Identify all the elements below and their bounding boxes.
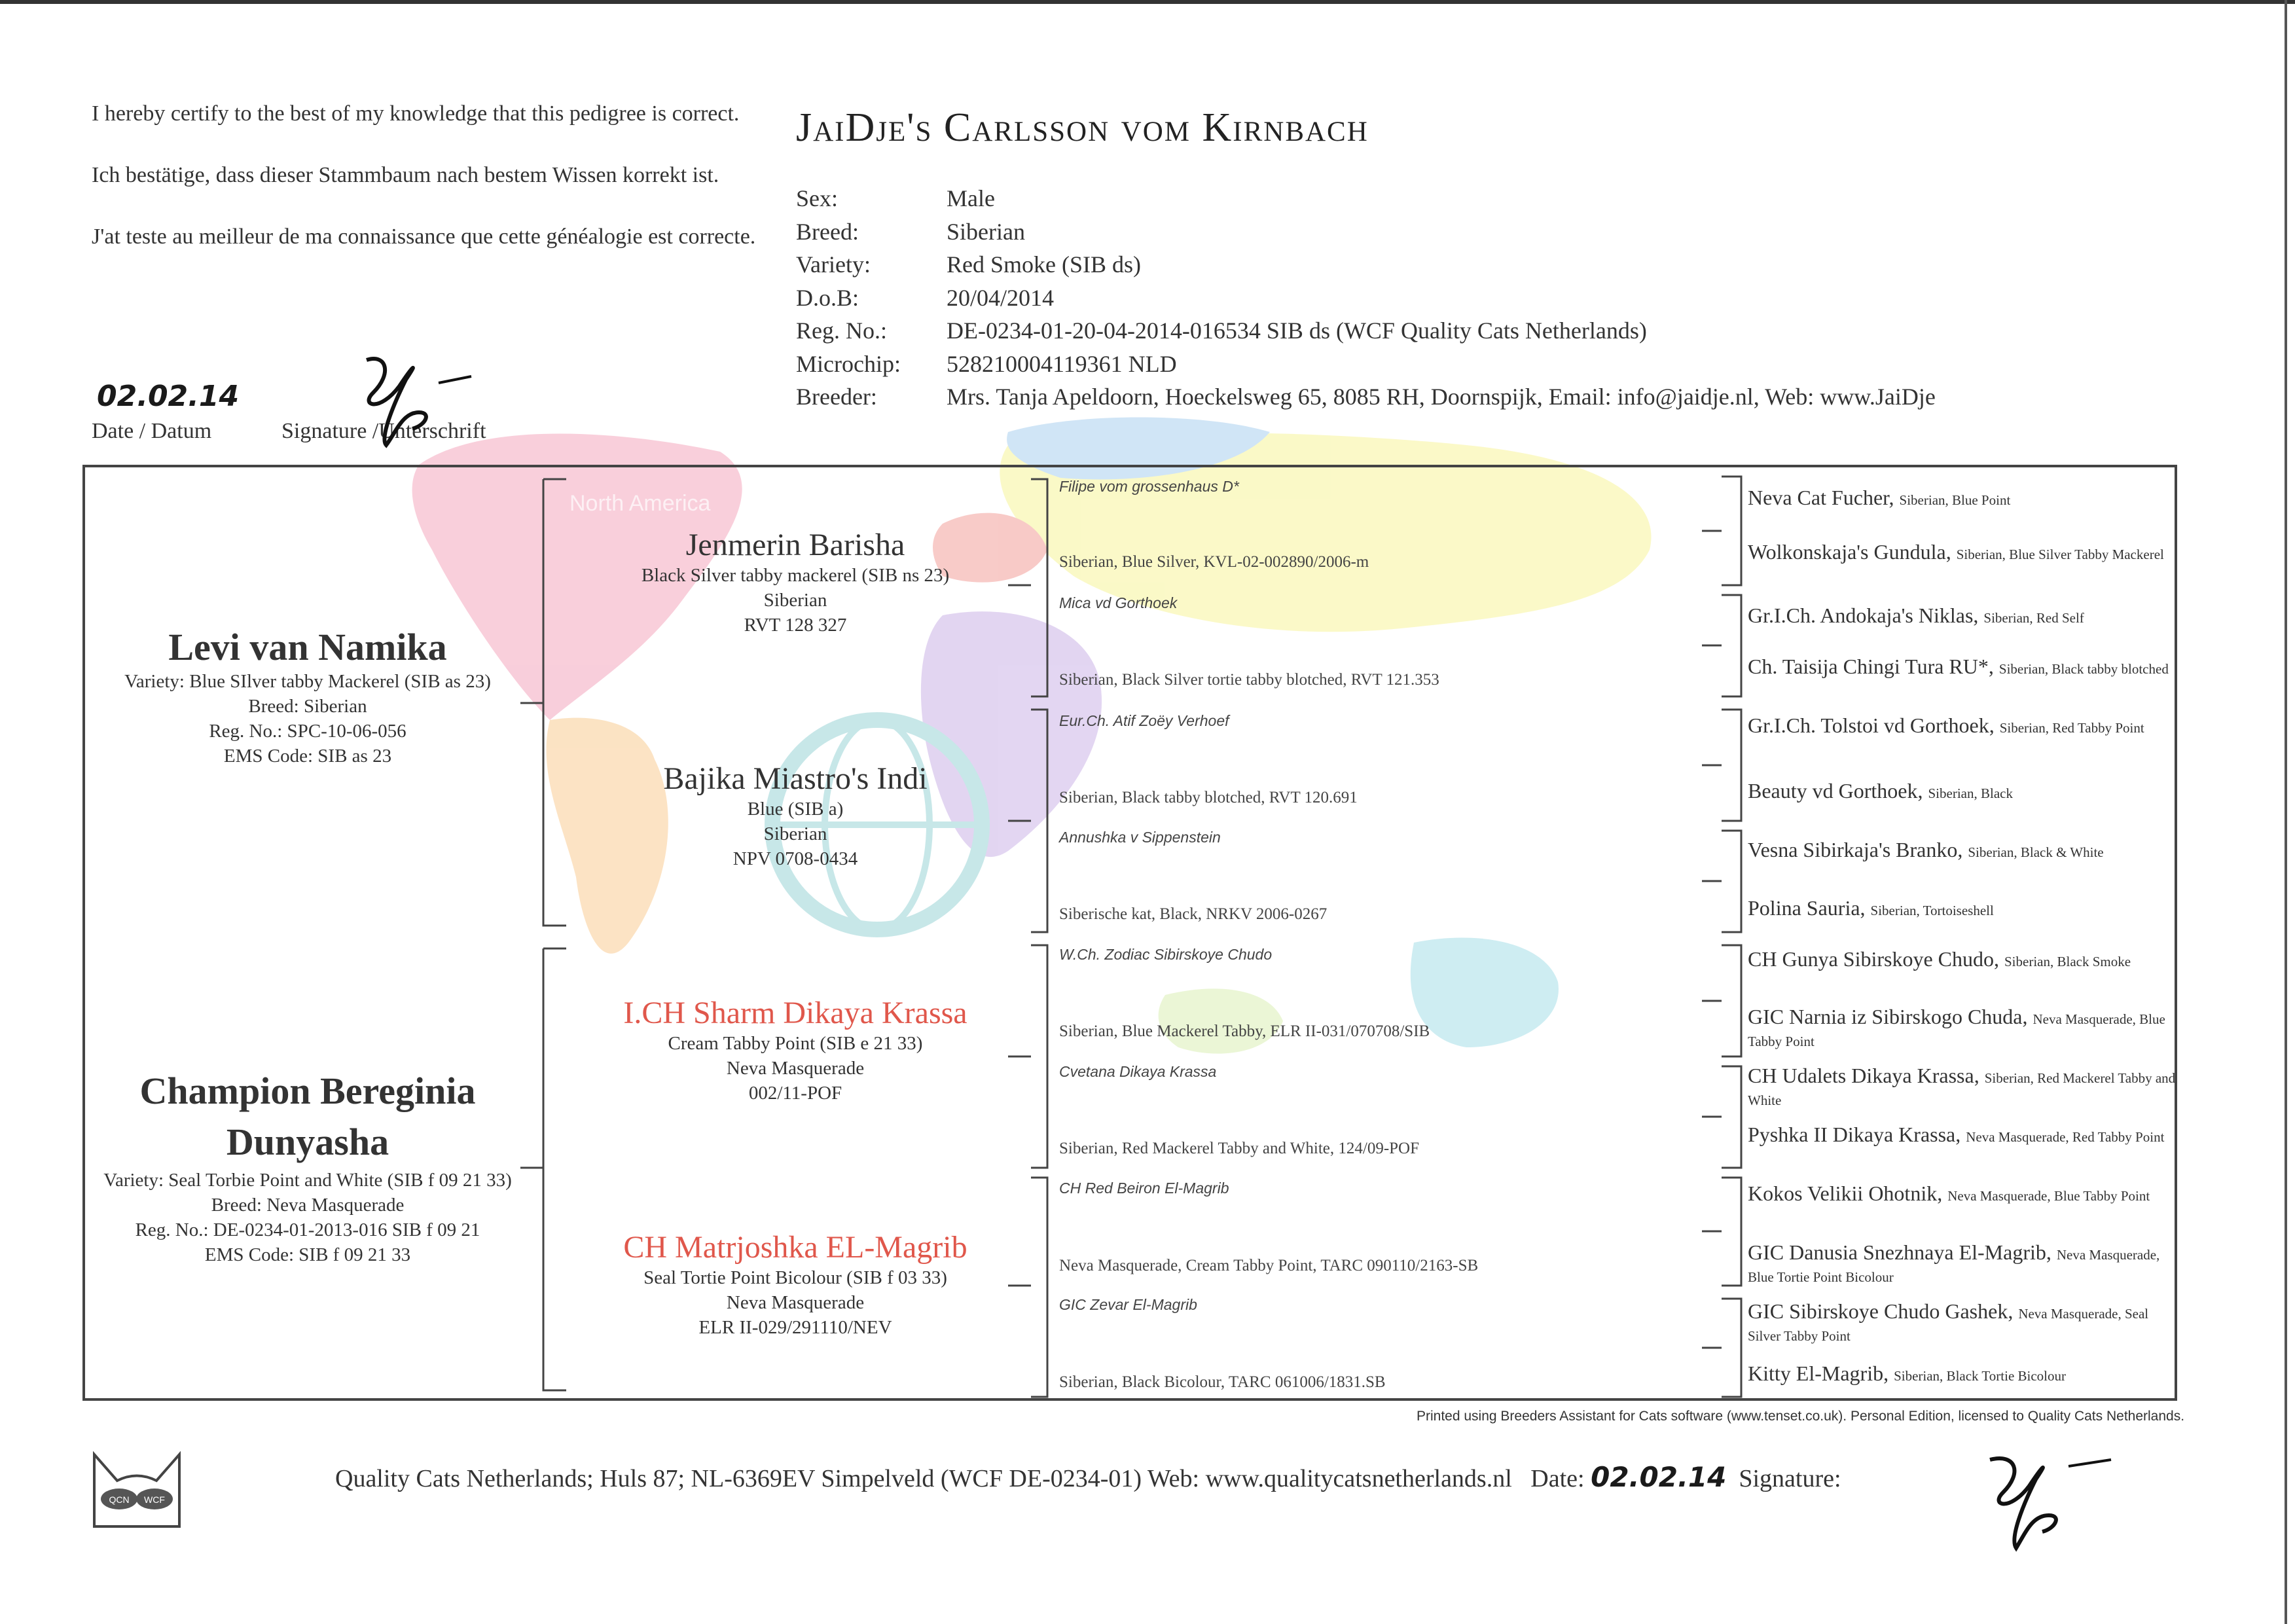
info-row-sex bbox=[796, 182, 1936, 215]
gen3-name-1: Mica vd Gorthoek bbox=[1059, 594, 1178, 611]
gen4-name: Beauty vd Gorthoek, bbox=[1748, 779, 1923, 803]
info-row-reg bbox=[796, 314, 1936, 348]
gen4-name: Pyshka II Dikaya Krassa, bbox=[1748, 1123, 1961, 1146]
dam-name-line2: Dunyasha bbox=[226, 1121, 389, 1163]
info-value: Red Smoke (SIB ds) bbox=[947, 251, 1141, 278]
sire-reg: Reg. No.: SPC-10-06-056 bbox=[209, 721, 407, 742]
gen3-desc-6: Neva Masquerade, Cream Tabby Point, TARC 090110/2163-SB bbox=[1059, 1257, 1479, 1274]
gen2-line3: ELR II-029/291110/NEV bbox=[698, 1317, 892, 1338]
logo-text-right: WCF bbox=[144, 1494, 165, 1505]
info-label: Variety: bbox=[796, 251, 871, 278]
gen4-name: Neva Cat Fucher, bbox=[1748, 486, 1894, 509]
gen2-line2: Siberian bbox=[763, 590, 827, 611]
gen3-desc-5: Siberian, Red Mackerel Tabby and White, 124/09-POF bbox=[1059, 1140, 1419, 1157]
gen4-name: Kokos Velikii Ohotnik, bbox=[1748, 1182, 1943, 1205]
gen4-desc: Siberian, Black Tortie Bicolour bbox=[1894, 1368, 2066, 1384]
info-value: 20/04/2014 bbox=[947, 284, 1055, 311]
gen3-desc-4: Siberian, Blue Mackerel Tabby, ELR II-031/070708/SIB bbox=[1059, 1022, 1430, 1040]
gen4-desc: Siberian, Red Mackerel Tabby and White bbox=[1748, 1070, 2176, 1108]
gen4-item-2 bbox=[1748, 605, 2180, 628]
gen4-name: Kitty El-Magrib, bbox=[1748, 1362, 1889, 1385]
gen2-line2: Neva Masquerade bbox=[726, 1292, 865, 1313]
sire-block bbox=[98, 625, 517, 768]
gen2-line3: NPV 0708-0434 bbox=[732, 848, 858, 869]
gen3-desc-0: Siberian, Blue Silver, KVL-02-002890/2006-m bbox=[1059, 553, 1369, 571]
info-row-variety bbox=[796, 248, 1936, 281]
cat-info bbox=[796, 182, 1936, 414]
footer-text: Quality Cats Netherlands; Huls 87; NL-6369EV Simpelveld (WCF DE-0234-01) Web: www.qualitycatsnetherlands.nl bbox=[335, 1465, 1512, 1492]
gen2-item-2 bbox=[576, 995, 1015, 1106]
footer-date-label: Date: bbox=[1530, 1465, 1585, 1492]
dam-variety: Variety: Seal Torbie Point and White (SIB f 09 21 33) bbox=[103, 1170, 512, 1191]
gen4-desc: Siberian, Red Tabby Point bbox=[1999, 720, 2144, 736]
gen4-item-15 bbox=[1748, 1363, 2180, 1386]
gen4-item-11 bbox=[1748, 1125, 2180, 1147]
gen4-desc: Siberian, Red Self bbox=[1983, 610, 2084, 626]
printed-note: Printed using Breeders Assistant for Cats software (www.tenset.co.uk). Personal Edition, licensed to Quality Cats Netherlands. bbox=[1417, 1409, 2185, 1424]
gen2-line1: Seal Tortie Point Bicolour (SIB f 03 33) bbox=[643, 1267, 947, 1288]
date-label: Date / Datum bbox=[92, 419, 212, 443]
dam-block bbox=[98, 1066, 517, 1267]
info-row-dob bbox=[796, 281, 1936, 315]
info-label: Breed: bbox=[796, 218, 859, 245]
gen4-name: GIC Danusia Snezhnaya El-Magrib, bbox=[1748, 1240, 2051, 1264]
gen3-name-6: CH Red Beiron El-Magrib bbox=[1059, 1180, 1229, 1197]
gen4-name: Polina Sauria, bbox=[1748, 896, 1866, 920]
dam-reg: Reg. No.: DE-0234-01-2013-016 SIB f 09 21 bbox=[135, 1219, 480, 1240]
gen4-desc: Siberian, Black Smoke bbox=[2004, 954, 2131, 969]
info-value: Mrs. Tanja Apeldoorn, Hoeckelsweg 65, 8085 RH, Doornspijk, Email: info@jaidje.nl, Web: www.JaiDje bbox=[947, 384, 1936, 410]
gen2-name: I.CH Sharm Dikaya Krassa bbox=[623, 996, 967, 1030]
info-value: 528210004119361 NLD bbox=[947, 350, 1177, 377]
gen2-line3: RVT 128 327 bbox=[744, 615, 847, 636]
sire-variety: Variety: Blue SIlver tabby Mackerel (SIB as 23) bbox=[124, 671, 491, 692]
gen3-desc-1: Siberian, Black Silver tortie tabby blotched, RVT 121.353 bbox=[1059, 671, 1439, 689]
info-label: D.o.B: bbox=[796, 284, 859, 311]
footer-date-value: 02.02.14 bbox=[1591, 1461, 1727, 1493]
gen2-name: Jenmerin Barisha bbox=[685, 528, 905, 562]
gen4-name: Gr.I.Ch. Andokaja's Niklas, bbox=[1748, 604, 1979, 627]
gen2-item-3 bbox=[576, 1229, 1015, 1340]
gen2-line2: Neva Masquerade bbox=[726, 1058, 865, 1079]
gen4-item-1 bbox=[1748, 542, 2180, 564]
gen3-name-0: Filipe vom grossenhaus D* bbox=[1059, 478, 1239, 495]
info-value: Siberian bbox=[947, 218, 1025, 245]
gen4-desc: Neva Masquerade, Blue Tabby Point bbox=[1748, 1011, 2165, 1049]
gen2-line2: Siberian bbox=[763, 823, 827, 844]
info-label: Breeder: bbox=[796, 384, 877, 410]
gen3-name-5: Cvetana Dikaya Krassa bbox=[1059, 1063, 1217, 1080]
gen3-name-3: Annushka v Sippenstein bbox=[1059, 829, 1221, 846]
cat-title: JaiDje's Carlsson vom Kirnbach bbox=[796, 105, 1369, 150]
gen4-desc: Siberian, Blue Point bbox=[1899, 492, 2011, 508]
gen4-item-10 bbox=[1748, 1066, 2180, 1110]
dam-name-line1: Champion Bereginia bbox=[139, 1070, 476, 1112]
cat-logo bbox=[81, 1435, 192, 1533]
gen2-line1: Cream Tabby Point (SIB e 21 33) bbox=[668, 1033, 923, 1054]
top-border bbox=[0, 0, 2295, 4]
gen4-name: Wolkonskaja's Gundula, bbox=[1748, 540, 1951, 564]
gen4-name: GIC Sibirskoye Chudo Gashek, bbox=[1748, 1299, 2014, 1323]
gen4-desc: Siberian, Black bbox=[1928, 785, 2013, 801]
signature-label: Signature /Unterschrift bbox=[281, 419, 486, 443]
info-value: Male bbox=[947, 185, 995, 211]
gen4-item-9 bbox=[1748, 1007, 2180, 1051]
info-label: Microchip: bbox=[796, 350, 901, 377]
gen4-name: Vesna Sibirkaja's Branko, bbox=[1748, 838, 1963, 861]
certification-block bbox=[92, 98, 786, 283]
dam-breed: Breed: Neva Masquerade bbox=[211, 1195, 405, 1216]
gen2-line1: Blue (SIB a) bbox=[747, 799, 844, 820]
info-label: Sex: bbox=[796, 185, 839, 211]
gen4-item-7 bbox=[1748, 898, 2180, 920]
gen4-item-4 bbox=[1748, 715, 2180, 738]
gen3-name-4: W.Ch. Zodiac Sibirskoye Chudo bbox=[1059, 946, 1273, 963]
gen4-desc: Siberian, Tortoiseshell bbox=[1870, 903, 1994, 918]
logo-text-left: QCN bbox=[109, 1494, 130, 1505]
gen4-desc: Neva Masquerade, Seal Silver Tabby Point bbox=[1748, 1306, 2149, 1344]
gen2-item-0 bbox=[576, 527, 1015, 638]
right-border bbox=[2285, 0, 2287, 1624]
sire-ems: EMS Code: SIB as 23 bbox=[223, 746, 392, 767]
gen4-item-5 bbox=[1748, 781, 2180, 803]
gen2-item-1 bbox=[576, 761, 1015, 871]
gen3-name-2: Eur.Ch. Atif Zoëy Verhoef bbox=[1059, 712, 1229, 729]
footer-signature-label: Signature: bbox=[1739, 1465, 1841, 1492]
gen3-desc-3: Siberische kat, Black, NRKV 2006-0267 bbox=[1059, 905, 1328, 923]
info-label: Reg. No.: bbox=[796, 317, 887, 344]
gen4-desc: Siberian, Blue Silver Tabby Mackerel bbox=[1956, 547, 2164, 562]
certification-en: I hereby certify to the best of my knowledge that this pedigree is correct. bbox=[92, 101, 740, 126]
gen4-item-13 bbox=[1748, 1242, 2180, 1287]
gen3-name-7: GIC Zevar El-Magrib bbox=[1059, 1296, 1197, 1313]
gen4-name: Gr.I.Ch. Tolstoi vd Gorthoek, bbox=[1748, 713, 1995, 737]
gen4-desc: Neva Masquerade, Blue Tabby Point bbox=[1947, 1188, 2150, 1204]
map-label-north-america: North America bbox=[569, 491, 711, 516]
gen4-name: Ch. Taisija Chingi Tura RU*, bbox=[1748, 655, 1994, 678]
footer bbox=[335, 1461, 1841, 1493]
signature-scribble-bottom bbox=[1964, 1440, 2121, 1558]
gen4-desc: Neva Masquerade, Blue Tortie Point Bicolour bbox=[1748, 1247, 2160, 1285]
gen4-name: CH Udalets Dikaya Krassa, bbox=[1748, 1064, 1979, 1087]
sire-name: Levi van Namika bbox=[168, 626, 447, 668]
gen4-name: CH Gunya Sibirskoye Chudo, bbox=[1748, 947, 1999, 971]
info-value: DE-0234-01-20-04-2014-016534 SIB ds (WCF Quality Cats Netherlands) bbox=[947, 317, 1647, 344]
info-row-breed bbox=[796, 215, 1936, 249]
gen2-line3: 002/11-POF bbox=[748, 1083, 842, 1104]
gen2-name: Bajika Miastro's Indi bbox=[663, 761, 928, 796]
certification-fr: J'at teste au meilleur de ma connaissance que cette généalogie est correcte. bbox=[92, 225, 756, 249]
handwritten-date: 02.02.14 bbox=[97, 380, 240, 413]
gen4-name: GIC Narnia iz Sibirskogo Chuda, bbox=[1748, 1005, 2028, 1028]
gen3-desc-2: Siberian, Black tabby blotched, RVT 120.691 bbox=[1059, 789, 1358, 806]
gen4-desc: Neva Masquerade, Red Tabby Point bbox=[1966, 1129, 2165, 1145]
gen4-item-12 bbox=[1748, 1183, 2180, 1206]
certification-de: Ich bestätige, dass dieser Stammbaum nach bestem Wissen korrekt ist. bbox=[92, 163, 719, 187]
gen4-item-8 bbox=[1748, 949, 2180, 971]
gen4-item-0 bbox=[1748, 488, 2180, 510]
sire-breed: Breed: Siberian bbox=[248, 696, 367, 717]
info-row-microchip bbox=[796, 348, 1936, 381]
gen4-desc: Siberian, Black & White bbox=[1968, 844, 2104, 860]
gen3-desc-7: Siberian, Black Bicolour, TARC 061006/1831.SB bbox=[1059, 1373, 1386, 1391]
gen2-line1: Black Silver tabby mackerel (SIB ns 23) bbox=[641, 565, 950, 586]
gen4-item-14 bbox=[1748, 1301, 2180, 1346]
gen4-desc: Siberian, Black tabby blotched bbox=[1998, 661, 2169, 677]
gen2-name: CH Matrjoshka EL-Magrib bbox=[623, 1230, 967, 1265]
gen4-item-3 bbox=[1748, 657, 2180, 679]
dam-ems: EMS Code: SIB f 09 21 33 bbox=[204, 1244, 411, 1265]
gen4-item-6 bbox=[1748, 840, 2180, 862]
